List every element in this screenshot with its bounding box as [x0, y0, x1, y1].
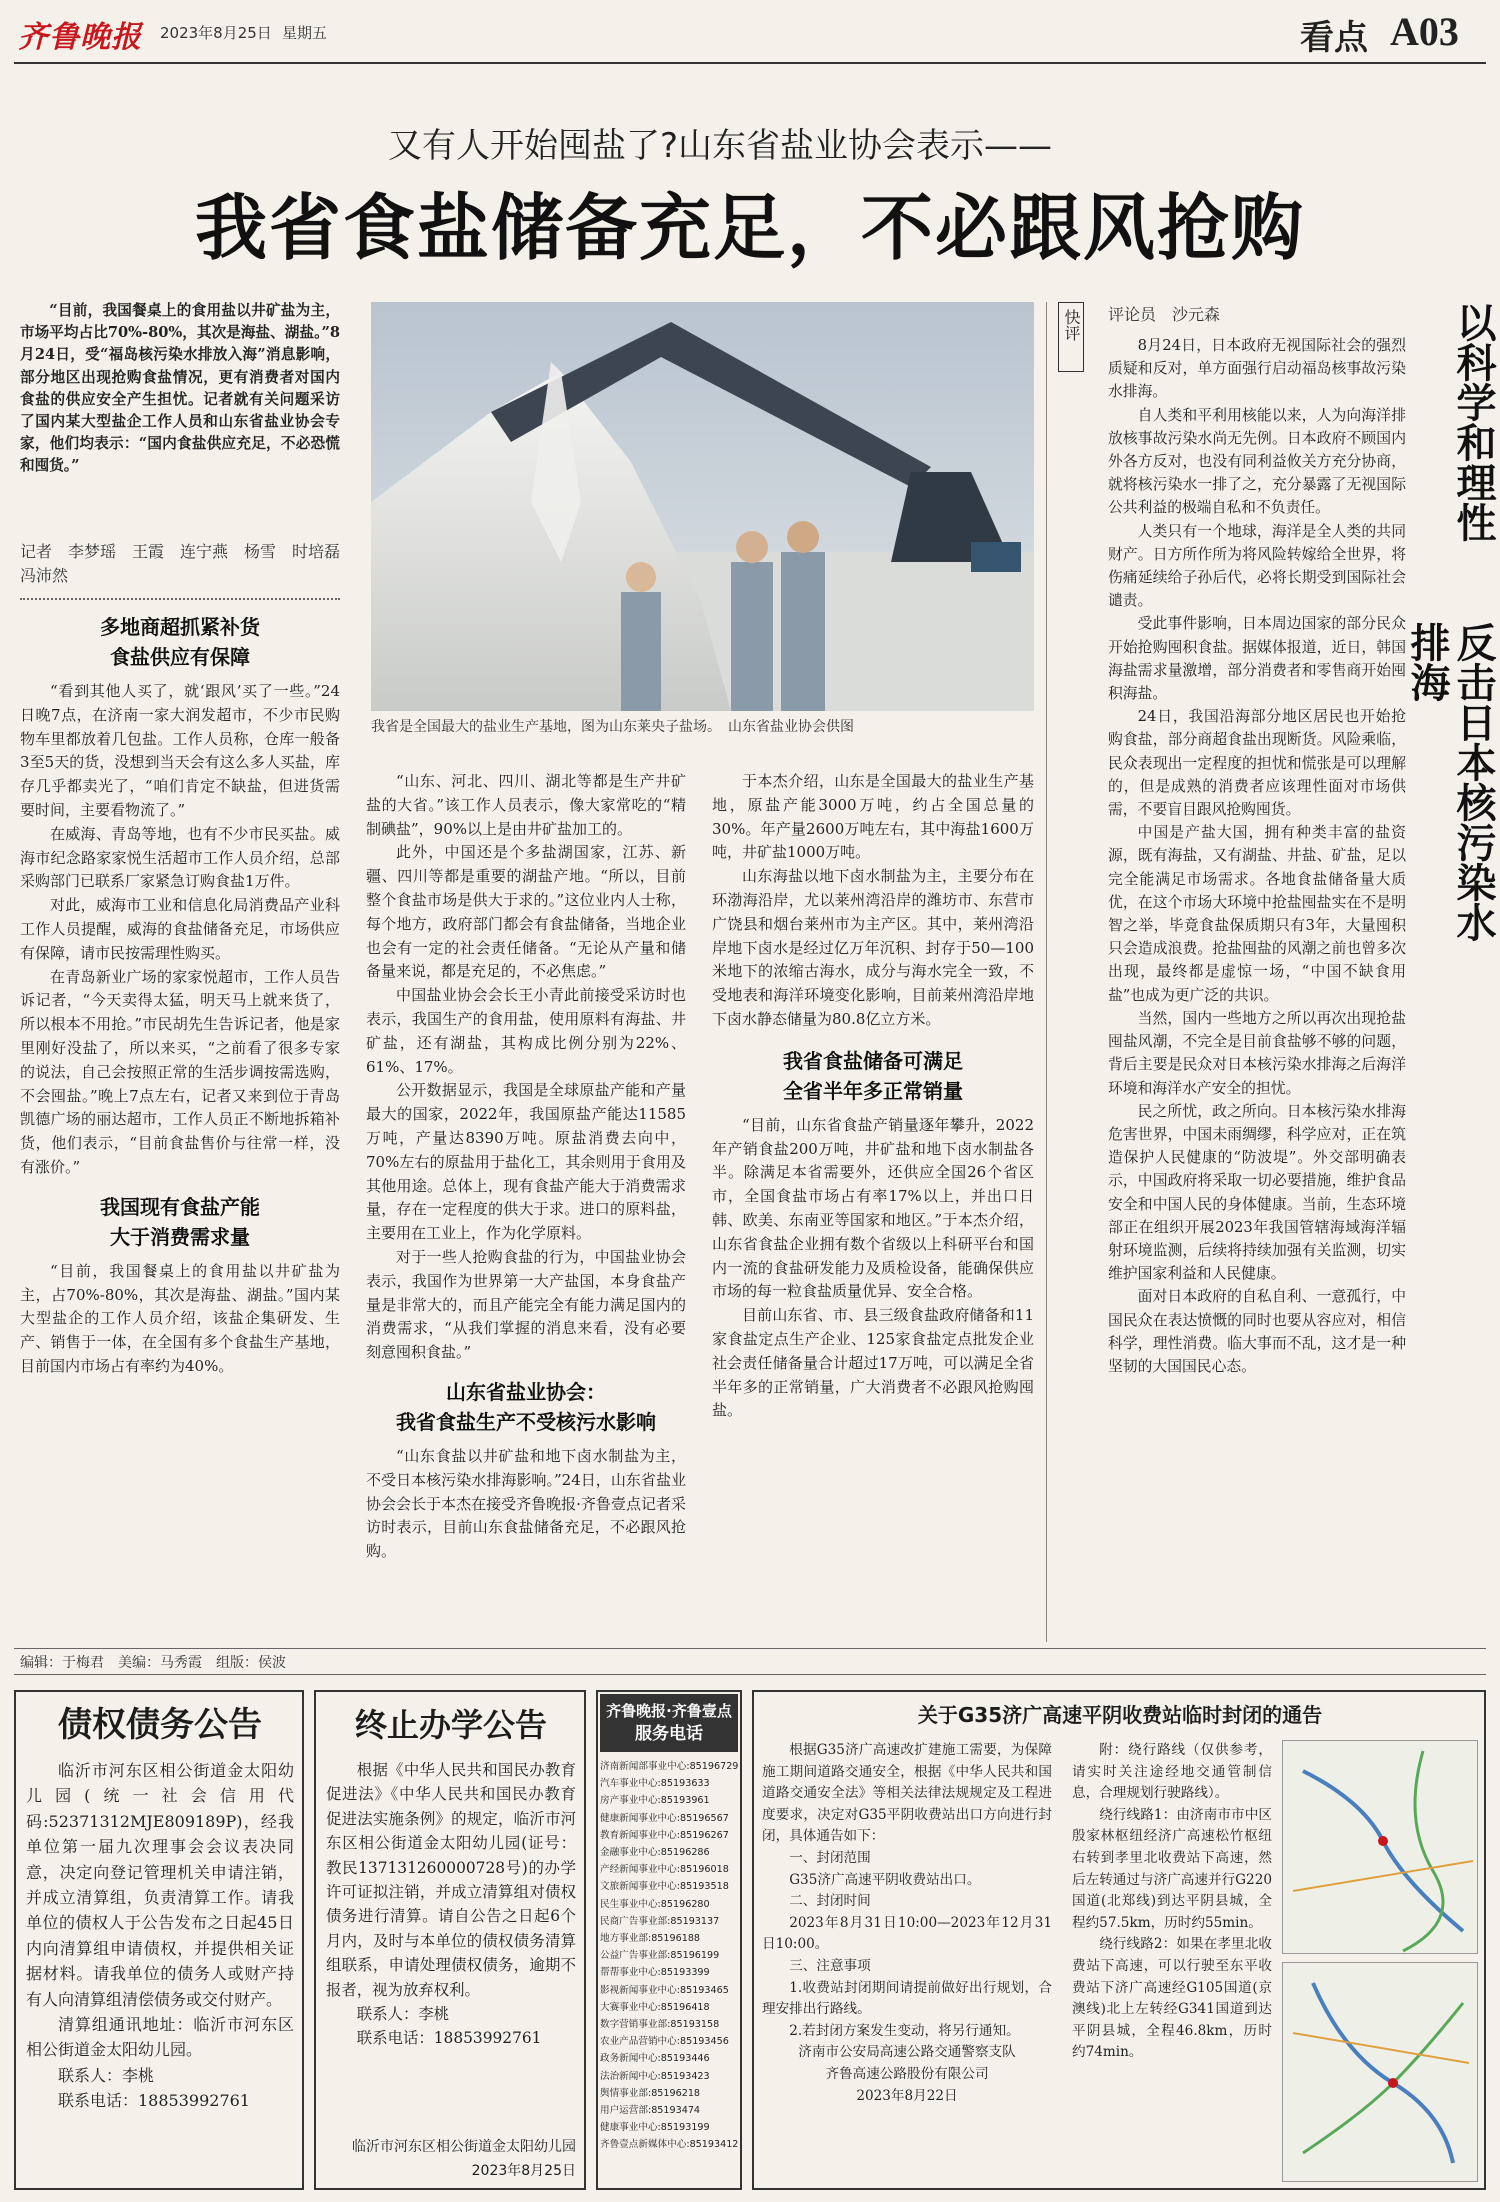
- road-notice: [762, 1698, 1478, 2186]
- service-phone-line: 民商广告事业部:85193137: [600, 1915, 720, 1927]
- section-2-heading-line-2: 大于消费需求量: [110, 1224, 250, 1249]
- service-phone-line: 济南新闻部事业中心:85196729: [600, 1761, 739, 1772]
- section-3-heading-line-2: 我省食盐生产不受核污水影响: [396, 1409, 656, 1434]
- section-1-body: [20, 680, 340, 1180]
- paragraph: 中国盐业协会会长王小青此前接受采访时也表示，我国生产的食用盐，使用原料有海盐、井矿盐，还有湖盐，其构成比例分别为22%、61%、17%。: [366, 986, 686, 1076]
- service-phone-line: 影视新闻事业中心:85193465: [600, 1984, 729, 1996]
- paragraph: 人类只有一个地球，海洋是全人类的共同财产。日方所作所为将风险转嫁给全世界，将伤痛延续给子孙后代，必将长期受到国际社会谴责。: [1108, 522, 1406, 610]
- page-number: A03: [1390, 9, 1459, 54]
- paragraph: 对此，威海市工业和信息化局消费品产业科工作人员提醒，威海的食盐储备充足，市场供应有保障，请市民按需理性购买。: [20, 896, 340, 962]
- editorial-body: [1108, 334, 1406, 1644]
- section-2-body-part-1: [20, 1260, 340, 1379]
- credits-rule-top: [14, 1648, 1486, 1649]
- section-4-heading: [712, 1046, 1034, 1106]
- photo-caption: 我省是全国最大的盐业生产基地，图为山东莱央子盐场。 山东省盐业协会供图: [371, 719, 854, 735]
- service-phone-line: 齐鲁壹点新媒体中心:85193412: [600, 2139, 739, 2151]
- service-phones-title-1: 齐鲁晚报·齐鲁壹点: [606, 1702, 732, 1720]
- paragraph: “看到其他人买了，就‘跟风’买了一些。”24日晚7点，在济南一家大润发超市，不少市民购物车里都放着几包盐。工作人员称，仓库一般备3至5天的货，没想到当天会有这么多人买盐，库存几乎都卖光了，“咱们肯定不缺盐，但进货需要时间，主要看物流了。”: [20, 682, 340, 819]
- salt-field-photo: [371, 302, 1034, 711]
- lead-rule: [20, 598, 340, 600]
- column-2: [366, 770, 686, 1640]
- school-notice-title: 终止办学公告: [354, 1706, 547, 1744]
- paragraph: 绕行线路1：由济南市市中区殷家林枢纽经济广高速松竹枢纽右转到孝里北收费站下高速，然后左转通过与济广高速并行G220国道(北郑线)到达平阴县城，全程约57.5km，历时约55min。: [1072, 1806, 1272, 1931]
- section-1-heading-line-2: 食盐供应有保障: [110, 645, 250, 669]
- paragraph: 绕行线路2：如果在孝里北收费站下高速，可以行驶至东平收费站下济广高速经G105国道(京澳线)北上左转经G341国道到达平阴县城，全程46.8km，历时约74min。: [1072, 1936, 1272, 2061]
- page-credits: 编辑：于梅君 美编：马秀霞 组版：侯波: [20, 1655, 286, 1671]
- service-phone-line: 公益广告事业部:85196199: [600, 1950, 720, 1962]
- paragraph: 附：绕行路线（仅供参考，请实时关注途经地交通管制信息，合理规划行驶路线）。: [1072, 1742, 1272, 1802]
- paragraph: “山东食盐以井矿盐和地下卤水制盐为主，不受日本核污染水排海影响。”24日，山东省盐业协会会长于本杰在接受齐鲁晚报·齐鲁壹点记者采访时表示，目前山东食盐储备充足，不必跟风抢购。: [366, 1446, 686, 1561]
- column-3: [712, 770, 1034, 1640]
- paragraph: 公开数据显示，我国是全球原盐产能和产量最大的国家，2022年，我国原盐产能达11585万吨，产量达8390万吨。原盐消费去向中，70%左右的原盐用于盐化工，其余则用于食用及其他用途。总体上，现有食盐产能大于消费需求量，存在一定程度的供大于求。进口的原料盐，主要用在工业上，作为化学原料。: [366, 1081, 686, 1243]
- paragraph: 2023年8月31日10:00—2023年12月31日10:00。: [762, 1914, 1052, 1953]
- masthead: [0, 0, 1500, 62]
- section-2-heading: [20, 1192, 340, 1252]
- column-1: [20, 612, 340, 1642]
- section-name: 看点: [1300, 18, 1368, 58]
- section-3-heading: [366, 1377, 686, 1437]
- paragraph: “目前，山东省食盐产销量逐年攀升，2022年产销食盐200万吨，井矿盐和地下卤水制盐各半。除满足本省需要外，还供应全国26个省区市，全国食盐市场占有率17%以上，并出口日韩、欧美、东南亚等国家和地区。”于本杰介绍，山东省食盐企业拥有数个省级以上科研平台和国内一流的食盐研发能力及质检设备，能确保供应市场的每一粒食盐质量优异、安全合格。: [712, 1115, 1034, 1301]
- service-phone-line: 健康事业中心:85193199: [600, 2122, 710, 2134]
- paragraph: 当然，国内一些地方之所以再次出现抢盐囤盐风潮，不完全是目前食盐够不够的问题，背后主要是民众对日本核污染水排海之后海洋环境和海洋水产安全的担忧。: [1108, 1009, 1406, 1097]
- road-notice-title: 关于G35济广高速平阴收费站临时封闭的通告: [917, 1703, 1323, 1727]
- service-phone-line: 汽车事业中心:85193633: [600, 1778, 710, 1790]
- service-phone-line: 民生事业中心:85196280: [600, 1898, 710, 1910]
- newspaper-logo: 齐鲁晚报: [18, 20, 142, 55]
- service-phone-line: 帮帮事业中心:85193399: [600, 1967, 710, 1979]
- paragraph: 山东海盐以地下卤水制盐为主，主要分布在环渤海沿岸，尤以莱州湾沿岸的潍坊市、东营市广饶县和烟台莱州市为主产区。其中，莱州湾沿岸地下卤水是经过亿万年沉积、封存于50—100米地下的浓缩古海水，成分与海水完全一致，不受地表和海洋环境变化影响，目前莱州湾沿岸地下卤水静态储量为80.8亿立方米。: [712, 867, 1034, 1028]
- service-phone-line: 教育新闻事业中心:85196267: [600, 1829, 729, 1841]
- service-phones-list: [600, 1758, 738, 2154]
- editorial-title: [1404, 302, 1496, 942]
- paragraph: 在青岛新业广场的家家悦超市，工作人员告诉记者，“今天卖得太猛，明天马上就来货了，所以根本不用抢。”市民胡先生告诉记者，他是家里刚好没盐了，所以来买，“之前看了很多专家的说法，自己会按照正常的生活步调按需选购，不会囤盐。”晚上7点左右，记者又来到位于青岛凯德广场的丽达超市，工作人员正不断地拆箱补货，他们表示，“目前食盐售价与往常一样，没有涨价。”: [20, 967, 340, 1176]
- paragraph: 此外，中国还是个多盐湖国家，江苏、新疆、四川等都是重要的湖盐产地。“所以，目前整个食盐市场是供大于求的。”这位业内人士称，每个地方，政府部门都会有食盐储备，当地企业也会有一定的社会责任储备。“无论从产量和储备量来说，都是充足的，不必焦虑。”: [366, 843, 686, 981]
- issue-date: 2023年8月25日: [160, 24, 272, 42]
- paragraph: 中国是产盐大国，拥有种类丰富的盐资源，既有海盐，又有湖盐、井盐、矿盐，足以完全能满足市场需求。各地食盐储备量大质优，在这个市场大环境中抢盐囤盐实在不是明智之举，毕竟食盐保质期只有3年，大量囤积只会造成浪费。抢盐囤盐的风潮之前也曾多次出现，最终都是虚惊一场，“中国不缺食用盐”也成为更广泛的共识。: [1108, 824, 1406, 1004]
- paragraph: 1.收费站封闭期间请提前做好出行规划，合理安排出行路线。: [762, 1979, 1052, 2018]
- service-phones-title-2: 服务电话: [635, 1724, 703, 1744]
- issue-weekday: 星期五: [282, 24, 328, 42]
- paragraph: 根据G35济广高速改扩建施工需要，为保障施工期间道路交通安全，根据《中华人民共和国道路交通安全法》等相关法律法规规定及工程进度要求，决定对G35平阴收费站出口方向进行封闭，具体通告如下：: [762, 1742, 1052, 1845]
- road-notice-date: 2023年8月22日: [856, 2087, 958, 2104]
- paragraph: 民之所忧，政之所向。日本核污染水排海危害世界，中国未雨绸缪，科学应对，正在筑造保护人民健康的“防波堤”。外交部明确表示，中国政府将采取一切必要措施，维护食品安全和中国人民的身体健康。当前，生态环境部正在组织开展2023年我国管辖海域海洋辐射环境监测，后续将持续加强有关监测，切实维护国家利益和人民健康。: [1108, 1102, 1406, 1283]
- section-4-heading-line-1: 我省食盐储备可满足: [783, 1048, 963, 1073]
- salt-field-illustration: [371, 302, 1034, 711]
- editorial-badge: [1058, 302, 1084, 372]
- paragraph: 8月24日，日本政府无视国际社会的强烈质疑和反对，单方面强行启动福岛核事故污染水排海。: [1108, 337, 1406, 401]
- paragraph: 根据《中华人民共和国民办教育促进法》《中华人民共和国民办教育促进法实施条例》的规定，临沂市河东区相公街道金太阳幼儿园(证号：教民137131260000728号)的办学许可证拟注销，并成立清算组对债权债务进行清算。请自公告之日起6个月内，及时与本单位的债权债务清算组联系，申请处理债权债务，逾期不报者，视为放弃权利。: [326, 1761, 576, 1999]
- service-phone-line: 健康新闻事业中心:85196567: [600, 1812, 729, 1824]
- school-notice-body: [326, 1758, 576, 2051]
- credits-rule-bottom: [14, 1674, 1486, 1675]
- paragraph: 一、封闭范围: [789, 1849, 871, 1866]
- debt-notice-body: [26, 1758, 294, 2114]
- service-phone-line: 农业产品营销中心:85193456: [600, 2036, 729, 2048]
- service-phone-line: 产经新闻事业中心:85196018: [600, 1864, 729, 1876]
- paragraph: 清算组通讯地址：临沂市河东区相公街道金太阳幼儿园。: [26, 2015, 294, 2060]
- headline-kicker: 又有人开始囤盐了?山东省盐业协会表示——: [387, 126, 1053, 166]
- service-phone-line: 舆情事业部:85196218: [600, 2087, 701, 2099]
- paragraph: 三、注意事项: [789, 1957, 871, 1974]
- paragraph: 面对日本政府的自私自利、一意孤行，中国民众在表达愤慨的同时也要从容应对，相信科学，理性消费。临大事而不乱，这才是一种坚韧的大国国民心态。: [1108, 1288, 1406, 1375]
- service-phone-line: 金融事业中心:85196286: [600, 1847, 710, 1859]
- service-phone-line: 房产事业中心:85193961: [600, 1795, 710, 1807]
- editorial-title-line-2: 反击日本核污染水排海: [1404, 622, 1496, 942]
- service-phone-line: 政务新闻中心:85193446: [600, 2053, 710, 2065]
- school-notice: [326, 1700, 576, 2186]
- paragraph: 二、封闭时间: [789, 1893, 871, 1910]
- editorial-badge-text: 快评: [1062, 309, 1081, 341]
- school-notice-signer: 临沂市河东区相公街道金太阳幼儿园: [352, 2139, 576, 2155]
- paragraph: 24日，我国沿海部分地区居民也开始抢购食盐，部分商超食盐出现断货。风险乘临，民众表现出一定程度的担忧和慌张是可以理解的，但是成熟的消费者应该理性面对市场供需，不要盲目跟风抢购囤货。: [1108, 708, 1406, 819]
- service-phone-line: 用户运营部:85193474: [600, 2105, 701, 2117]
- service-phones-header: [600, 1694, 738, 1752]
- paragraph: 临沂市河东区相公街道金太阳幼儿园(统一社会信用代码:52371312MJE809189P)，经我单位第一届九次理事会会议表决同意，决定向登记管理机关申请注销，并成立清算组，负责清算工作。请我单位的债权人于公告发布之日起45日内向清算组申请债权，并提供相关证据材料。请我单位的债务人或财产持有人向清算组清偿债务或交付财产。: [26, 1761, 294, 2009]
- section-1-heading-line-1: 多地商超抓紧补货: [100, 615, 260, 639]
- paragraph: 受此事件影响，日本周边国家的部分民众开始抢购囤积食盐。据媒体报道，近日，韩国海盐需求量激增，部分消费者和零售商开始囤积海盐。: [1108, 615, 1406, 703]
- paragraph: 联系人：李桃: [58, 2065, 155, 2085]
- paragraph: 联系人：李桃: [356, 2005, 450, 2024]
- paragraph: 在威海、青岛等地，也有不少市民买盐。威海市纪念路家家悦生活超市工作人员介绍，总部采购部门已联系厂家紧急订购食盐1万件。: [20, 824, 340, 891]
- editorial-divider: [1046, 302, 1047, 1642]
- lead-text: “目前，我国餐桌上的食用盐以井矿盐为主，市场平均占比70%-80%，其次是海盐、湖盐。”8月24日，受“福岛核污染水排放入海”消息影响，部分地区出现抢购食盐情况，更有消费者对国内食盐的供应安全产生担忧。记者就有关问题采访了国内某大型盐企工作人员和山东省盐业协会专家，他们均表示：“国内食盐供应充足，不必恐慌和囤货。”: [20, 302, 340, 475]
- editorial-title-line-1: 以科学和理性: [1450, 302, 1496, 542]
- road-notice-body: [762, 1740, 1052, 2107]
- debt-notice-title: 债权债务公告: [58, 1705, 262, 1745]
- headline-title: 我省食盐储备充足，不必跟风抢购: [194, 186, 1305, 270]
- paragraph: 目前山东省、市、县三级食盐政府储备和11家食盐定点生产企业、125家食盐定点批发企业社会责任储备量合计超过17万吨，可以满足全省半年多的正常销量，广大消费者不必跟风抢购囤盐。: [712, 1306, 1034, 1420]
- paragraph: 于本杰介绍，山东是全国最大的盐业生产基地，原盐产能3000万吨，约占全国总量的30%。年产量2600万吨左右，其中海盐1600万吨，井矿盐1000万吨。: [712, 772, 1034, 862]
- section-2-heading-line-1: 我国现有食盐产能: [100, 1194, 260, 1219]
- section-3-heading-line-1: 山东省盐业协会：: [446, 1379, 606, 1404]
- paragraph: 联系电话：18853992761: [356, 2029, 542, 2048]
- road-notice-signer-2: 齐鲁高速公路股份有限公司: [825, 2065, 989, 2082]
- service-phone-line: 地方事业部:85196188: [600, 1933, 701, 1945]
- detour-map-2: [1282, 1962, 1478, 2182]
- service-phone-line: 法治新闻中心:85193423: [600, 2070, 710, 2082]
- section-4-heading-line-2: 全省半年多正常销量: [783, 1078, 963, 1103]
- paragraph: 2.若封闭方案发生变动，将另行通知。: [789, 2022, 1020, 2039]
- detour-map-1: [1282, 1740, 1478, 1954]
- paragraph: 联系电话：18853992761: [58, 2091, 250, 2111]
- service-phone-line: 文旅新闻事业中心:85193518: [600, 1881, 729, 1893]
- service-phone-line: 数字营销事业部:85193158: [600, 2019, 720, 2031]
- debt-notice: [26, 1700, 294, 2186]
- lead-byline: 记者 李梦瑶 王霞 连宁燕 杨雪 时培磊 冯沛然: [20, 542, 357, 585]
- paragraph: “山东、河北、四川、湖北等都是生产井矿盐的大省。”该工作人员表示，像大家常吃的“精制碘盐”，90%以上是由井矿盐加工的。: [366, 772, 686, 838]
- road-detour-text: [1072, 1740, 1272, 2064]
- paragraph: 自人类和平利用核能以来，人为向海洋排放核事故污染水尚无先例。日本政府不顾国内外各方反对，也没有同利益攸关方充分协商，就将核污染水一排了之，充分暴露了无视国际公共利益的极端自私和不负责任。: [1108, 406, 1406, 517]
- lead-paragraph: [20, 300, 340, 530]
- school-notice-date: 2023年8月25日: [471, 2163, 576, 2179]
- paragraph: 对于一些人抢购食盐的行为，中国盐业协会表示，我国作为世界第一大产盐国，本身食盐产量是非常大的，而且产能完全有能力满足国内的消费需求，“从我们掌握的消息来看，没有必要刻意囤积食盐。”: [366, 1247, 686, 1362]
- service-phones: [600, 1694, 738, 2186]
- paragraph: “目前，我国餐桌上的食用盐以井矿盐为主，占70%-80%，其次是海盐、湖盐。”国内某大型盐企的工作人员介绍，该盐企集研发、生产、销售于一体，在全国有多个食盐生产基地，目前国内市场占有率约为40%。: [20, 1261, 340, 1375]
- paragraph: G35济广高速平阴收费站出口。: [789, 1871, 981, 1888]
- section-1-heading: [20, 612, 340, 672]
- masthead-rule: [14, 62, 1486, 64]
- service-phone-line: 大赛事业中心:85196418: [600, 2001, 710, 2013]
- editorial-author: 评论员 沙元森: [1108, 305, 1221, 324]
- road-notice-signer-1: 济南市公安局高速公路交通警察支队: [798, 2044, 1016, 2061]
